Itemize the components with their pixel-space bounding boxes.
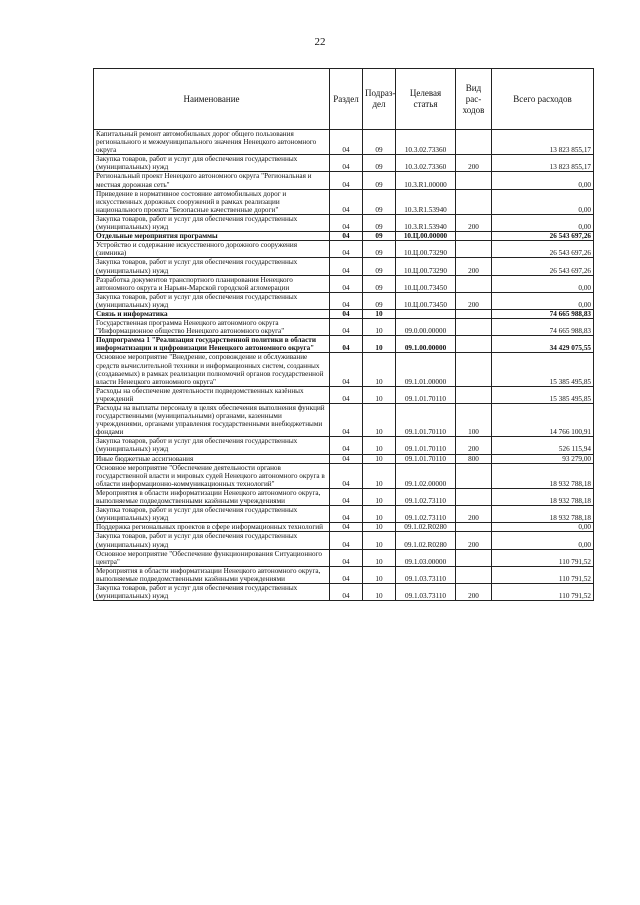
row-type: 200: [456, 506, 492, 523]
row-subsection: 10: [363, 319, 396, 336]
row-type: [456, 386, 492, 403]
row-subsection: 09: [363, 155, 396, 172]
row-type: 800: [456, 454, 492, 463]
row-name: Мероприятия в области информатизации Ненецкого автономного округа, выполняемые подведомственными казёнными учреждениями: [94, 488, 330, 505]
table-row: [94, 463, 594, 488]
table-row: [94, 583, 594, 600]
row-subsection: 10: [363, 454, 396, 463]
row-target: 10.Ц.00.73450: [396, 275, 456, 292]
table-row: [94, 454, 594, 463]
table-row: [94, 189, 594, 214]
row-name: Закупка товаров, работ и услуг для обеспечения государственных (муниципальных) нужд: [94, 506, 330, 523]
row-name: Разработка документов транспортного планирования Ненецкого автономного округа и Нарьян-Марской городской агломерации: [94, 275, 330, 292]
row-name: Закупка товаров, работ и услуг для обеспечения государственных (муниципальных) нужд: [94, 155, 330, 172]
row-type: 200: [456, 437, 492, 454]
row-target: 10.Ц.00.00000: [396, 232, 456, 241]
budget-table: [93, 68, 594, 601]
row-total: 0,00: [492, 523, 594, 532]
header-section: Раздел: [330, 69, 363, 130]
row-total: 18 932 788,18: [492, 488, 594, 505]
row-total: 26 543 697,26: [492, 258, 594, 275]
row-subsection: 10: [363, 523, 396, 532]
row-subsection: 09: [363, 292, 396, 309]
row-target: 10.3.R1.53940: [396, 214, 456, 231]
row-name: Расходы на выплаты персоналу в целях обеспечения выполнения функций государственными (муниципальными) органами, казенными учреждениями, органами управления государственными внебюджетными фондами: [94, 404, 330, 437]
row-name: Закупка товаров, работ и услуг для обеспечения государственных (муниципальных) нужд: [94, 532, 330, 549]
row-section: 04: [330, 172, 363, 189]
row-name: Иные бюджетные ассигнования: [94, 454, 330, 463]
table-header-row: [94, 69, 594, 130]
row-target: 09.1.03.00000: [396, 549, 456, 566]
row-name: Закупка товаров, работ и услуг для обеспечения государственных (муниципальных) нужд: [94, 214, 330, 231]
row-target: 09.1.02.00000: [396, 463, 456, 488]
row-section: 04: [330, 309, 363, 318]
row-subsection: 09: [363, 189, 396, 214]
table-row: [94, 488, 594, 505]
row-section: 04: [330, 463, 363, 488]
table-row: [94, 232, 594, 241]
row-type: 200: [456, 583, 492, 600]
row-subsection: 10: [363, 532, 396, 549]
row-name: Устройство и содержание искусственного дорожного сооружения (зимника): [94, 241, 330, 258]
row-subsection: 10: [363, 549, 396, 566]
row-section: 04: [330, 258, 363, 275]
row-target: 09.1.00.00000: [396, 336, 456, 353]
row-name: Закупка товаров, работ и услуг для обеспечения государственных (муниципальных) нужд: [94, 292, 330, 309]
table-row: [94, 566, 594, 583]
row-section: 04: [330, 275, 363, 292]
row-name: Государственная программа Ненецкого автономного округа "Информационное общество Ненецкого автономного округа": [94, 319, 330, 336]
row-total: 110 791,52: [492, 566, 594, 583]
row-name: Отдельные мероприятия программы: [94, 232, 330, 241]
row-name: Региональный проект Ненецкого автономного округа "Региональная и местная дорожная сеть": [94, 172, 330, 189]
row-subsection: 10: [363, 404, 396, 437]
table-row: [94, 336, 594, 353]
table-row: [94, 214, 594, 231]
row-name: Подпрограмма 1 "Реализация государственной политики в области информатизации и цифровизации Ненецкого автономного округа": [94, 336, 330, 353]
row-section: 04: [330, 189, 363, 214]
row-section: 04: [330, 437, 363, 454]
row-name: Основное мероприятие "Внедрение, сопровождение и обслуживание средств вычислительной техники и информационных систем, созданных (создаваемых) в рамках реализации полномочий органов государственной власти Ненецкого автономного округа": [94, 353, 330, 386]
row-section: 04: [330, 583, 363, 600]
table-row: [94, 353, 594, 386]
row-target: 09.1.02.73110: [396, 506, 456, 523]
row-type: [456, 319, 492, 336]
row-type: 100: [456, 404, 492, 437]
row-target: 10.Ц.00.73450: [396, 292, 456, 309]
row-type: [456, 130, 492, 155]
row-type: [456, 172, 492, 189]
header-name: Наименование: [94, 69, 330, 130]
row-section: 04: [330, 506, 363, 523]
table-row: [94, 309, 594, 318]
row-subsection: 09: [363, 130, 396, 155]
row-target: 09.1.01.70110: [396, 454, 456, 463]
row-section: 04: [330, 549, 363, 566]
row-total: 0,00: [492, 532, 594, 549]
table-row: [94, 319, 594, 336]
row-type: [456, 566, 492, 583]
table-row: [94, 241, 594, 258]
row-type: [456, 241, 492, 258]
row-subsection: 10: [363, 437, 396, 454]
row-subsection: 10: [363, 488, 396, 505]
table-row: [94, 275, 594, 292]
row-total: 14 766 100,91: [492, 404, 594, 437]
row-section: 04: [330, 336, 363, 353]
row-section: 04: [330, 523, 363, 532]
row-subsection: 10: [363, 353, 396, 386]
row-total: 15 385 495,85: [492, 353, 594, 386]
header-subsection: Подраз-дел: [363, 69, 396, 130]
table-row: [94, 523, 594, 532]
row-target: 09.1.02.R0280: [396, 523, 456, 532]
row-type: [456, 275, 492, 292]
row-type: [456, 309, 492, 318]
row-name: Закупка товаров, работ и услуг для обеспечения государственных (муниципальных) нужд: [94, 258, 330, 275]
row-subsection: 09: [363, 232, 396, 241]
row-section: 04: [330, 488, 363, 505]
row-target: 09.1.01.00000: [396, 353, 456, 386]
row-name: Основное мероприятие "Обеспечение функционирования Ситуационного центра": [94, 549, 330, 566]
row-type: [456, 336, 492, 353]
row-total: 0,00: [492, 189, 594, 214]
row-type: 200: [456, 258, 492, 275]
row-target: 09.1.02.R0280: [396, 532, 456, 549]
row-subsection: 10: [363, 583, 396, 600]
table-row: [94, 437, 594, 454]
table-row: [94, 386, 594, 403]
header-type: Вид рас-ходов: [456, 69, 492, 130]
header-total: Всего расходов: [492, 69, 594, 130]
table-row: [94, 258, 594, 275]
row-subsection: 10: [363, 463, 396, 488]
row-subsection: 09: [363, 241, 396, 258]
row-subsection: 10: [363, 566, 396, 583]
row-type: [456, 549, 492, 566]
table-row: [94, 532, 594, 549]
row-name: Мероприятия в области информатизации Ненецкого автономного округа, выполняемые подведомственными казёнными учреждениями: [94, 566, 330, 583]
row-total: 18 932 788,18: [492, 506, 594, 523]
row-name: Связь и информатика: [94, 309, 330, 318]
row-type: [456, 353, 492, 386]
row-subsection: 09: [363, 275, 396, 292]
row-target: 09.1.03.73110: [396, 583, 456, 600]
row-target: 10.3.02.73360: [396, 155, 456, 172]
page-number: 22: [314, 36, 326, 48]
row-total: 110 791,52: [492, 583, 594, 600]
row-target: 09.1.03.73110: [396, 566, 456, 583]
row-target: 09.0.00.00000: [396, 319, 456, 336]
row-type: [456, 463, 492, 488]
row-section: 04: [330, 214, 363, 231]
row-subsection: 10: [363, 309, 396, 318]
row-section: 04: [330, 155, 363, 172]
row-section: 04: [330, 353, 363, 386]
row-total: 26 543 697,26: [492, 232, 594, 241]
row-name: Приведение в нормативное состояние автомобильных дорог и искусственных дорожных сооружений в рамках реализации национального проекта "Безопасные качественные дороги": [94, 189, 330, 214]
row-name: Закупка товаров, работ и услуг для обеспечения государственных (муниципальных) нужд: [94, 437, 330, 454]
row-total: 526 115,94: [492, 437, 594, 454]
row-target: 09.1.02.73110: [396, 488, 456, 505]
row-type: 200: [456, 532, 492, 549]
row-type: [456, 189, 492, 214]
row-type: [456, 488, 492, 505]
table-row: [94, 404, 594, 437]
row-section: 04: [330, 404, 363, 437]
row-name: Расходы на обеспечение деятельности подведомственных казённых учреждений: [94, 386, 330, 403]
table-row: [94, 155, 594, 172]
row-subsection: 10: [363, 506, 396, 523]
row-target: [396, 309, 456, 318]
row-subsection: 09: [363, 172, 396, 189]
row-section: 04: [330, 130, 363, 155]
row-target: 10.Ц.00.73290: [396, 241, 456, 258]
row-subsection: 10: [363, 386, 396, 403]
row-type: 200: [456, 214, 492, 231]
row-type: 200: [456, 292, 492, 309]
row-total: 13 823 855,17: [492, 155, 594, 172]
row-section: 04: [330, 319, 363, 336]
table-row: [94, 292, 594, 309]
row-total: 0,00: [492, 172, 594, 189]
row-target: 09.1.01.70110: [396, 437, 456, 454]
row-section: 04: [330, 292, 363, 309]
row-target: 09.1.01.70110: [396, 404, 456, 437]
row-total: 13 823 855,17: [492, 130, 594, 155]
row-target: 10.3.02.73360: [396, 130, 456, 155]
row-total: 26 543 697,26: [492, 241, 594, 258]
row-name: Поддержка региональных проектов в сфере информационных технологий: [94, 523, 330, 532]
row-total: 110 791,52: [492, 549, 594, 566]
row-subsection: 09: [363, 258, 396, 275]
row-type: 200: [456, 155, 492, 172]
row-type: [456, 523, 492, 532]
row-name: Основное мероприятие "Обеспечение деятельности органов государственной власти и мировых судей Ненецкого автономного округа в области информационно-коммуникационных технологий": [94, 463, 330, 488]
row-total: 93 279,00: [492, 454, 594, 463]
table-row: [94, 172, 594, 189]
row-total: 15 385 495,85: [492, 386, 594, 403]
table-row: [94, 549, 594, 566]
row-total: 18 932 788,18: [492, 463, 594, 488]
header-target: Целевая статья: [396, 69, 456, 130]
row-target: 10.3.R1.00000: [396, 172, 456, 189]
row-section: 04: [330, 454, 363, 463]
row-total: 0,00: [492, 214, 594, 231]
row-name: Капитальный ремонт автомобильных дорог общего пользования регионального и межмуниципального значения Ненецкого автономного округа: [94, 130, 330, 155]
row-total: 74 665 988,83: [492, 319, 594, 336]
row-total: 0,00: [492, 292, 594, 309]
row-total: 74 665 988,83: [492, 309, 594, 318]
row-section: 04: [330, 386, 363, 403]
row-total: 34 429 075,55: [492, 336, 594, 353]
row-total: 0,00: [492, 275, 594, 292]
row-target: 09.1.01.70110: [396, 386, 456, 403]
row-subsection: 09: [363, 214, 396, 231]
row-target: 10.3.R1.53940: [396, 189, 456, 214]
table-row: [94, 130, 594, 155]
row-section: 04: [330, 566, 363, 583]
row-section: 04: [330, 241, 363, 258]
row-section: 04: [330, 532, 363, 549]
table-row: [94, 506, 594, 523]
row-name: Закупка товаров, работ и услуг для обеспечения государственных (муниципальных) нужд: [94, 583, 330, 600]
row-subsection: 10: [363, 336, 396, 353]
row-type: [456, 232, 492, 241]
row-target: 10.Ц.00.73290: [396, 258, 456, 275]
row-section: 04: [330, 232, 363, 241]
